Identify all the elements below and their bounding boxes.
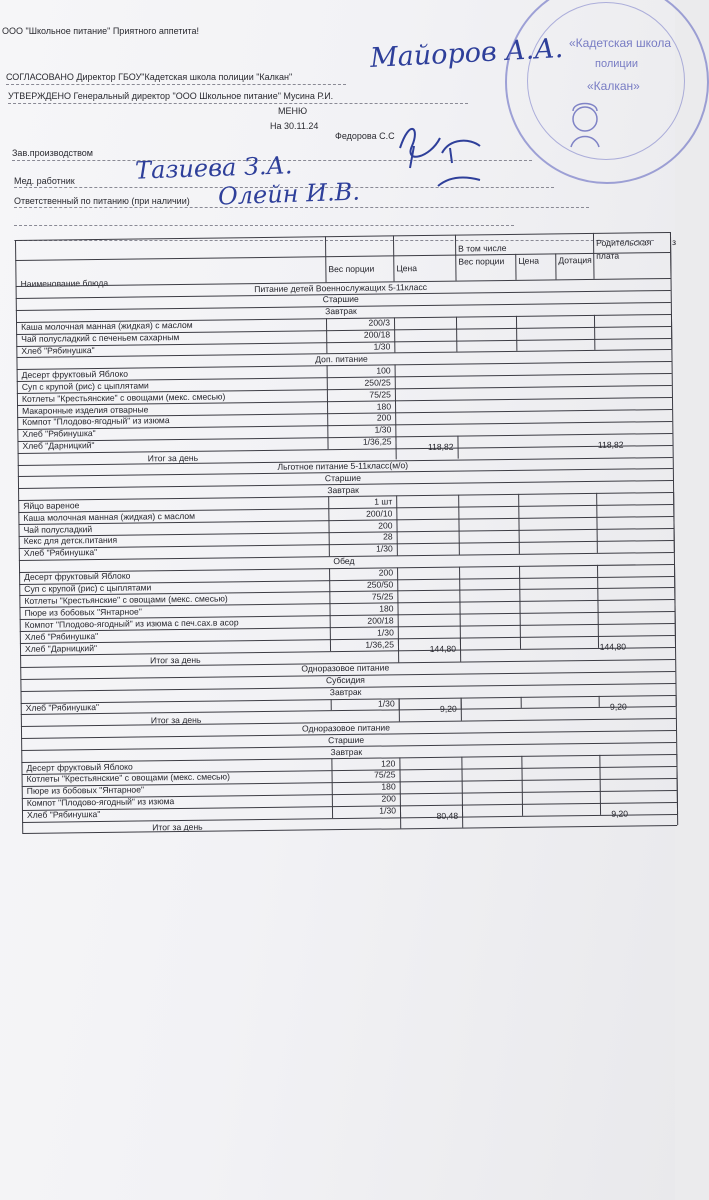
dish-weight: 180 [376, 400, 392, 412]
signature-scribbles [380, 108, 500, 198]
total-label: Итог за день [147, 452, 199, 464]
total-price: 144,80 [429, 644, 457, 655]
dish-weight: 120 [381, 757, 396, 769]
header-col [555, 253, 556, 279]
dish-weight: 200/18 [363, 329, 391, 340]
weight-col-rule [331, 699, 332, 711]
total-label: Итог за день [150, 714, 202, 726]
header-weight: Вес порции [328, 263, 375, 274]
dish-name: Котлеты "Крестьянские" с овощами (мекс. смесью) [21, 391, 226, 404]
dish-weight: 200 [376, 412, 392, 423]
total-col-rule [398, 638, 399, 662]
header-col [515, 254, 516, 280]
dish-name: Хлеб "Дарницкий" [22, 440, 95, 452]
dish-weight: 1/30 [377, 698, 395, 709]
menu-title: МЕНЮ [278, 106, 308, 116]
dish-name: Яйцо вареное [23, 499, 80, 511]
sub-col-rule [521, 696, 522, 708]
total-price: 118,82 [427, 441, 454, 453]
dish-weight: 250/50 [366, 579, 394, 590]
agreed-underline [6, 84, 346, 85]
dish-weight: 180 [379, 603, 394, 614]
sub-col-rule [518, 494, 520, 554]
header-col [393, 235, 395, 281]
dish-weight: 28 [383, 531, 393, 542]
dish-weight: 200/18 [367, 615, 394, 626]
total-col-rule [399, 698, 400, 722]
dish-weight: 1/30 [376, 543, 393, 554]
total-col-rule [461, 697, 462, 721]
med-worker-label: Мед. работник [14, 176, 75, 186]
total-subsidy: 9,20 [609, 701, 627, 712]
dish-weight: 1/30 [379, 805, 397, 816]
menu-table [15, 232, 689, 940]
approved-line: УТВЕРЖДЕНО Генеральный директор "ООО Школьное питание" Мусина Р.И. [8, 91, 334, 101]
menu-date: На 30.11.24 [270, 121, 319, 131]
header-parent-pay-2: плата [596, 250, 620, 261]
med-worker-signature: Тазиева З.А. [134, 151, 293, 185]
stamp-line-2: полиции [595, 58, 638, 70]
total-subsidy: 9,20 [611, 808, 629, 819]
parent-col-rule [599, 755, 601, 815]
dish-weight: 200 [378, 567, 394, 578]
dish-name: Компот "Плодово-ягодный" из изюма с печ.сах.в асор [24, 616, 239, 630]
dish-weight: 1/30 [373, 341, 391, 352]
dish-weight: 75/25 [373, 769, 396, 781]
header-price: Цена [396, 262, 418, 273]
responsible-signature: Олейн И.В. [217, 177, 361, 211]
dish-name: Хлеб "Рябинушка" [24, 630, 99, 642]
header-col [455, 235, 457, 281]
stamp-line-1: «Кадетская школа [569, 36, 672, 50]
dish-weight: 1/36,25 [362, 436, 392, 447]
dish-name: Суп с крупой (рис) с цыплятами [21, 380, 149, 392]
head-production-label: Зав.производством [12, 148, 93, 158]
stamp-line-3: «Калкан» [587, 79, 640, 93]
dish-name: Десерт фруктовый Яблоко [26, 761, 133, 773]
dish-name: Котлеты "Крестьянские" с овощами (мекс. смесью) [24, 593, 228, 606]
dish-name: Хлеб "Рябинушка" [25, 702, 100, 713]
dish-name: Хлеб "Рябинушка" [22, 428, 96, 440]
sub-col-rule [521, 756, 523, 816]
dish-weight: 75/25 [369, 389, 391, 400]
header-including: В том числе [458, 242, 507, 254]
dish-weight: 200/3 [368, 317, 391, 328]
total-col-rule [457, 435, 458, 459]
dish-weight: 250/25 [364, 377, 391, 388]
header-sub-price: Цена [518, 255, 540, 266]
total-price: 80,48 [436, 810, 459, 821]
company-line: ООО "Школьное питание" Приятного аппетита! [2, 26, 200, 36]
total-subsidy: 144,80 [599, 641, 627, 653]
total-col-rule [462, 804, 463, 828]
dish-name: Пюре из бобовых "Янтарное" [26, 784, 145, 797]
dish-name: Хлеб "Рябинушка" [26, 809, 101, 820]
sub-col-rule [516, 316, 517, 352]
head-production-name: Федорова С.С [335, 131, 395, 141]
dish-weight: 1/30 [377, 626, 394, 638]
approved-underline [8, 103, 468, 104]
dish-name: Макаронные изделия отварные [22, 403, 149, 416]
table-top-rule [15, 232, 670, 241]
total-label: Итог за день [152, 821, 203, 833]
header-col [593, 233, 595, 279]
responsible-label: Ответственный по питанию (при наличии) [14, 196, 190, 206]
dish-weight: 1/30 [374, 424, 392, 435]
dish-weight: 200 [378, 519, 393, 531]
total-col-rule [400, 805, 401, 829]
dish-weight: 100 [376, 365, 391, 376]
dish-name: Хлеб "Дарницкий" [24, 642, 98, 654]
extra-underline [14, 225, 514, 226]
director-signature: Майоров А.А. [369, 32, 564, 75]
dish-name: Кекс для детск.питания [23, 535, 118, 547]
header-edge: з [672, 236, 677, 247]
dish-name: Компот "Плодово-ягодный" из изюма [26, 796, 175, 809]
dish-name: Суп с крупой (рис) с цыплятами [24, 582, 152, 594]
header-dish-name: Наименование блюда [20, 277, 109, 289]
price-col-rule [394, 317, 395, 353]
dish-name: Хлеб "Рябинушка" [23, 547, 98, 559]
dish-name: Котлеты "Крестьянские" с овощами (мекс. смесью) [26, 771, 230, 785]
stamp-chef-icon [555, 97, 615, 157]
parent-col-rule [594, 315, 595, 351]
dish-name: Компот "Плодово-ягодный" из изюма [22, 415, 170, 428]
dish-name: Пюре из бобовых "Янтарное" [24, 606, 142, 618]
dish-name: Чай полусладкий с печеньем сахарным [21, 332, 180, 345]
dish-weight: 180 [381, 781, 396, 792]
agreed-line: СОГЛАСОВАНО Директор ГБОУ"Кадетская школа полиции "Калкан" [6, 72, 293, 82]
dish-weight: 1/36,25 [365, 638, 395, 650]
dish-name: Каша молочная манная (жидкая) с маслом [23, 510, 196, 523]
dish-name: Чай полусладкий [23, 523, 93, 535]
dish-name: Десерт фруктовый Яблоко [21, 368, 129, 380]
header-parent-pay-1: Родительская [596, 236, 652, 248]
header-col [325, 236, 327, 282]
dish-weight: 75/25 [371, 591, 394, 602]
dish-weight: 200/10 [366, 508, 393, 519]
total-col-rule [460, 638, 461, 662]
sub-col-rule [458, 495, 460, 555]
header-sub-weight: Вес порции [458, 255, 505, 267]
dish-weight: 1 шт [374, 496, 393, 507]
official-stamp [505, 0, 709, 184]
price-col-rule [396, 496, 398, 556]
sub-col-rule [456, 316, 457, 352]
dish-name: Каша молочная манная (жидкая) с маслом [21, 320, 193, 333]
dish-weight: 200 [381, 793, 396, 804]
total-col-rule [395, 436, 396, 460]
total-label: Итог за день [150, 655, 201, 666]
table-bottom-rule [22, 821, 677, 834]
header-subsidy: Дотация [558, 254, 592, 265]
dish-name: Десерт фруктовый Яблоко [24, 570, 131, 583]
total-price: 9,20 [439, 703, 457, 714]
total-subsidy: 118,82 [597, 439, 624, 450]
parent-col-rule [596, 493, 598, 553]
dish-name: Хлеб "Рябинушка" [21, 345, 95, 356]
